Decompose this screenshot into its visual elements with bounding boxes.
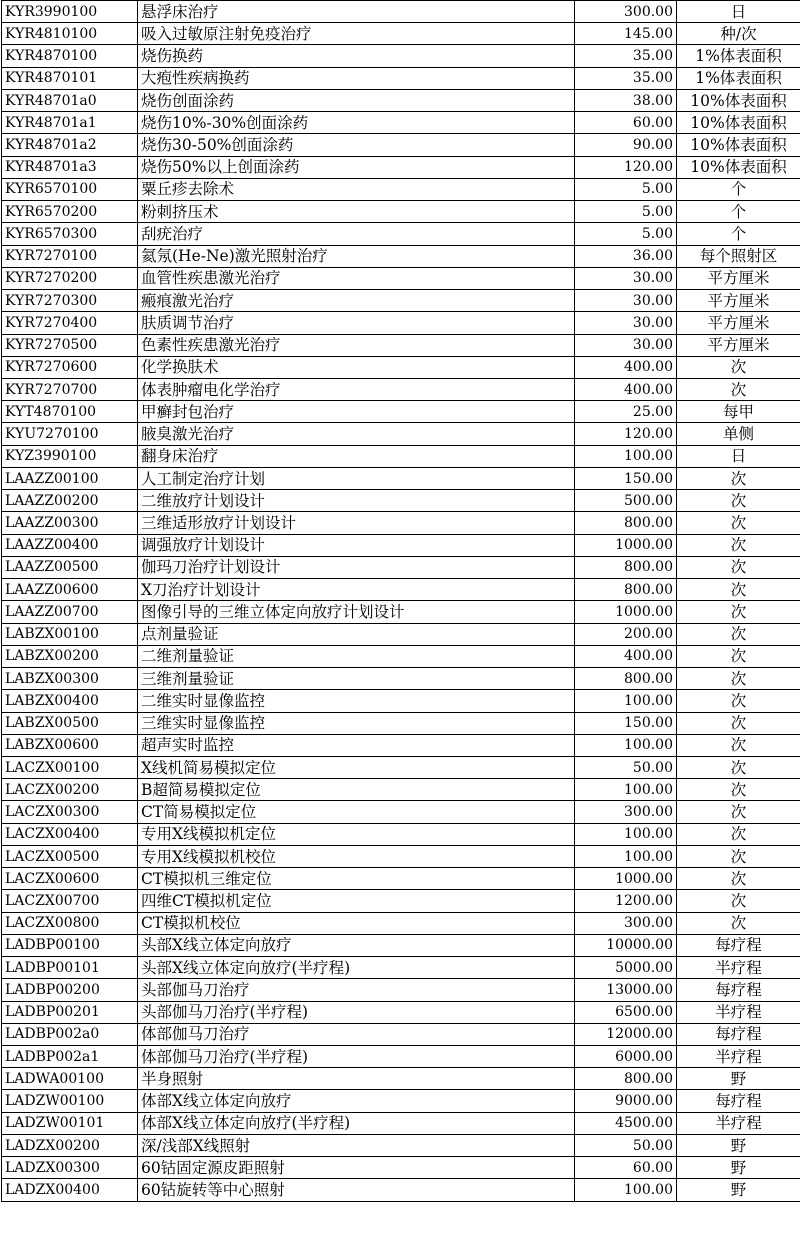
table-row <box>2 1179 800 1201</box>
table-row <box>2 490 800 512</box>
item-unit-cell: 10%体表面积 <box>677 134 800 156</box>
table-row <box>2 1001 800 1023</box>
table-row <box>2 979 800 1001</box>
item-unit-cell: 每疗程 <box>677 979 800 1001</box>
table-row <box>2 801 800 823</box>
item-unit-cell: 平方厘米 <box>677 312 800 334</box>
item-unit-cell: 每疗程 <box>677 934 800 956</box>
item-code-cell: LADZW00100 <box>2 1090 138 1112</box>
item-code-cell: LADZX00300 <box>2 1157 138 1179</box>
table-row <box>2 178 800 200</box>
item-name-cell: 烧伤50%以上创面涂药 <box>138 156 575 178</box>
item-price-cell: 90.00 <box>575 134 677 156</box>
item-code-cell: LAAZZ00600 <box>2 579 138 601</box>
item-name-cell: 人工制定治疗计划 <box>138 467 575 489</box>
item-code-cell: LAAZZ00100 <box>2 467 138 489</box>
item-code-cell: KYR6570100 <box>2 178 138 200</box>
item-code-cell: LADBP00200 <box>2 979 138 1001</box>
item-code-cell: KYR7270600 <box>2 356 138 378</box>
item-name-cell: 深/浅部X线照射 <box>138 1134 575 1156</box>
table-row <box>2 1090 800 1112</box>
item-price-cell: 25.00 <box>575 401 677 423</box>
item-code-cell: KYR6570300 <box>2 223 138 245</box>
table-row <box>2 290 800 312</box>
item-price-cell: 5.00 <box>575 178 677 200</box>
item-price-cell: 50.00 <box>575 756 677 778</box>
item-unit-cell: 每甲 <box>677 401 800 423</box>
item-code-cell: LADZX00400 <box>2 1179 138 1201</box>
item-code-cell: LACZX00500 <box>2 845 138 867</box>
item-price-cell: 150.00 <box>575 712 677 734</box>
item-price-cell: 100.00 <box>575 1179 677 1201</box>
item-code-cell: KYR7270500 <box>2 334 138 356</box>
item-code-cell: KYR7270100 <box>2 245 138 267</box>
item-name-cell: 血管性疾患激光治疗 <box>138 267 575 289</box>
item-price-cell: 400.00 <box>575 645 677 667</box>
item-name-cell: 刮疣治疗 <box>138 223 575 245</box>
item-name-cell: CT模拟机三维定位 <box>138 868 575 890</box>
item-name-cell: 伽玛刀治疗计划设计 <box>138 556 575 578</box>
item-name-cell: 氦氖(He-Ne)激光照射治疗 <box>138 245 575 267</box>
item-name-cell: 翻身床治疗 <box>138 445 575 467</box>
item-unit-cell: 平方厘米 <box>677 267 800 289</box>
table-row <box>2 23 800 45</box>
item-code-cell: KYU7270100 <box>2 423 138 445</box>
table-row <box>2 845 800 867</box>
table-row <box>2 423 800 445</box>
item-unit-cell: 种/次 <box>677 23 800 45</box>
table-row <box>2 356 800 378</box>
table-body <box>2 1 800 1202</box>
item-price-cell: 300.00 <box>575 801 677 823</box>
item-unit-cell: 次 <box>677 356 800 378</box>
item-price-cell: 5.00 <box>575 223 677 245</box>
item-price-cell: 30.00 <box>575 312 677 334</box>
item-unit-cell: 次 <box>677 623 800 645</box>
item-name-cell: 专用X线模拟机校位 <box>138 845 575 867</box>
table-row <box>2 201 800 223</box>
item-name-cell: 腋臭激光治疗 <box>138 423 575 445</box>
table-row <box>2 112 800 134</box>
item-name-cell: 粟丘疹去除术 <box>138 178 575 200</box>
item-price-cell: 100.00 <box>575 779 677 801</box>
table-row <box>2 534 800 556</box>
item-name-cell: 体部X线立体定向放疗(半疗程) <box>138 1112 575 1134</box>
item-price-cell: 800.00 <box>575 1068 677 1090</box>
item-price-cell: 30.00 <box>575 290 677 312</box>
item-name-cell: 烧伤创面涂药 <box>138 89 575 111</box>
table-row <box>2 912 800 934</box>
item-price-cell: 38.00 <box>575 89 677 111</box>
item-name-cell: 烧伤换药 <box>138 45 575 67</box>
item-code-cell: LADBP002a0 <box>2 1023 138 1045</box>
item-unit-cell: 每个照射区 <box>677 245 800 267</box>
table-row <box>2 401 800 423</box>
table-row <box>2 1 800 23</box>
table-row <box>2 223 800 245</box>
item-unit-cell: 次 <box>677 823 800 845</box>
item-name-cell: 体表肿瘤电化学治疗 <box>138 378 575 400</box>
item-unit-cell: 次 <box>677 601 800 623</box>
table-row <box>2 445 800 467</box>
item-code-cell: LABZX00600 <box>2 734 138 756</box>
item-unit-cell: 平方厘米 <box>677 334 800 356</box>
item-unit-cell: 野 <box>677 1068 800 1090</box>
item-price-cell: 5000.00 <box>575 957 677 979</box>
item-price-cell: 1000.00 <box>575 601 677 623</box>
table-row <box>2 645 800 667</box>
item-code-cell: LAAZZ00300 <box>2 512 138 534</box>
item-price-cell: 300.00 <box>575 1 677 23</box>
table-row <box>2 579 800 601</box>
item-name-cell: CT简易模拟定位 <box>138 801 575 823</box>
item-price-cell: 60.00 <box>575 1157 677 1179</box>
table-row <box>2 1046 800 1068</box>
table-row <box>2 467 800 489</box>
item-price-cell: 150.00 <box>575 467 677 489</box>
item-price-cell: 1000.00 <box>575 534 677 556</box>
item-unit-cell: 次 <box>677 490 800 512</box>
item-price-cell: 800.00 <box>575 556 677 578</box>
table-row <box>2 156 800 178</box>
item-unit-cell: 次 <box>677 645 800 667</box>
item-code-cell: LACZX00400 <box>2 823 138 845</box>
item-code-cell: LADBP00201 <box>2 1001 138 1023</box>
table-row <box>2 512 800 534</box>
price-table <box>1 0 800 1202</box>
item-code-cell: LABZX00400 <box>2 690 138 712</box>
item-price-cell: 500.00 <box>575 490 677 512</box>
table-row <box>2 734 800 756</box>
item-unit-cell: 次 <box>677 868 800 890</box>
item-name-cell: 瘢痕激光治疗 <box>138 290 575 312</box>
item-price-cell: 800.00 <box>575 668 677 690</box>
item-code-cell: LADZX00200 <box>2 1134 138 1156</box>
table-row <box>2 1068 800 1090</box>
item-code-cell: LADBP002a1 <box>2 1046 138 1068</box>
table-row <box>2 1023 800 1045</box>
item-code-cell: KYR3990100 <box>2 1 138 23</box>
item-price-cell: 100.00 <box>575 845 677 867</box>
item-name-cell: 头部伽马刀治疗(半疗程) <box>138 1001 575 1023</box>
table-row <box>2 89 800 111</box>
item-name-cell: 调强放疗计划设计 <box>138 534 575 556</box>
item-price-cell: 1000.00 <box>575 868 677 890</box>
table-row <box>2 601 800 623</box>
item-name-cell: 二维放疗计划设计 <box>138 490 575 512</box>
item-unit-cell: 次 <box>677 779 800 801</box>
item-name-cell: 三维实时显像监控 <box>138 712 575 734</box>
item-code-cell: LABZX00300 <box>2 668 138 690</box>
item-name-cell: 头部X线立体定向放疗(半疗程) <box>138 957 575 979</box>
item-code-cell: LAAZZ00700 <box>2 601 138 623</box>
item-code-cell: LADBP00101 <box>2 957 138 979</box>
item-unit-cell: 每疗程 <box>677 1090 800 1112</box>
table-row <box>2 957 800 979</box>
item-unit-cell: 个 <box>677 223 800 245</box>
item-price-cell: 10000.00 <box>575 934 677 956</box>
item-unit-cell: 次 <box>677 378 800 400</box>
table-row <box>2 556 800 578</box>
table-row <box>2 334 800 356</box>
item-unit-cell: 日 <box>677 1 800 23</box>
item-name-cell: 头部伽马刀治疗 <box>138 979 575 1001</box>
item-name-cell: CT模拟机校位 <box>138 912 575 934</box>
item-unit-cell: 次 <box>677 845 800 867</box>
item-price-cell: 6000.00 <box>575 1046 677 1068</box>
item-name-cell: 悬浮床治疗 <box>138 1 575 23</box>
item-code-cell: KYR7270300 <box>2 290 138 312</box>
item-name-cell: 超声实时监控 <box>138 734 575 756</box>
item-unit-cell: 半疗程 <box>677 1001 800 1023</box>
item-unit-cell: 半疗程 <box>677 1046 800 1068</box>
item-price-cell: 300.00 <box>575 912 677 934</box>
item-code-cell: LADBP00100 <box>2 934 138 956</box>
table-row <box>2 1134 800 1156</box>
item-name-cell: 60钴固定源皮距照射 <box>138 1157 575 1179</box>
item-name-cell: X线机简易模拟定位 <box>138 756 575 778</box>
item-price-cell: 120.00 <box>575 156 677 178</box>
item-name-cell: 三维剂量验证 <box>138 668 575 690</box>
item-code-cell: LACZX00300 <box>2 801 138 823</box>
item-code-cell: LABZX00200 <box>2 645 138 667</box>
item-name-cell: 吸入过敏原注射免疫治疗 <box>138 23 575 45</box>
item-code-cell: LAAZZ00400 <box>2 534 138 556</box>
item-name-cell: 三维适形放疗计划设计 <box>138 512 575 534</box>
item-code-cell: LABZX00500 <box>2 712 138 734</box>
item-price-cell: 60.00 <box>575 112 677 134</box>
table-row <box>2 934 800 956</box>
item-name-cell: 体部伽马刀治疗(半疗程) <box>138 1046 575 1068</box>
item-unit-cell: 单侧 <box>677 423 800 445</box>
item-price-cell: 13000.00 <box>575 979 677 1001</box>
item-code-cell: KYR48701a2 <box>2 134 138 156</box>
item-unit-cell: 野 <box>677 1157 800 1179</box>
table-row <box>2 45 800 67</box>
item-code-cell: KYR4810100 <box>2 23 138 45</box>
item-unit-cell: 次 <box>677 512 800 534</box>
item-price-cell: 145.00 <box>575 23 677 45</box>
item-code-cell: LACZX00200 <box>2 779 138 801</box>
table-row <box>2 712 800 734</box>
table-row <box>2 134 800 156</box>
item-price-cell: 100.00 <box>575 445 677 467</box>
item-name-cell: 烧伤10%-30%创面涂药 <box>138 112 575 134</box>
item-price-cell: 9000.00 <box>575 1090 677 1112</box>
item-unit-cell: 日 <box>677 445 800 467</box>
item-unit-cell: 次 <box>677 690 800 712</box>
item-name-cell: 二维实时显像监控 <box>138 690 575 712</box>
item-name-cell: 60钴旋转等中心照射 <box>138 1179 575 1201</box>
table-row <box>2 756 800 778</box>
table-row <box>2 868 800 890</box>
item-unit-cell: 1%体表面积 <box>677 67 800 89</box>
item-unit-cell: 野 <box>677 1179 800 1201</box>
item-price-cell: 200.00 <box>575 623 677 645</box>
item-code-cell: LACZX00100 <box>2 756 138 778</box>
item-price-cell: 35.00 <box>575 67 677 89</box>
item-code-cell: LAAZZ00500 <box>2 556 138 578</box>
item-price-cell: 30.00 <box>575 267 677 289</box>
item-name-cell: 化学换肤术 <box>138 356 575 378</box>
item-price-cell: 12000.00 <box>575 1023 677 1045</box>
item-unit-cell: 次 <box>677 556 800 578</box>
item-price-cell: 100.00 <box>575 823 677 845</box>
item-price-cell: 100.00 <box>575 690 677 712</box>
item-price-cell: 800.00 <box>575 579 677 601</box>
item-code-cell: KYZ3990100 <box>2 445 138 467</box>
item-code-cell: KYR4870100 <box>2 45 138 67</box>
item-code-cell: KYR7270400 <box>2 312 138 334</box>
item-name-cell: 专用X线模拟机定位 <box>138 823 575 845</box>
item-unit-cell: 半疗程 <box>677 1112 800 1134</box>
item-code-cell: KYR48701a0 <box>2 89 138 111</box>
table-row <box>2 1112 800 1134</box>
item-code-cell: LADWA00100 <box>2 1068 138 1090</box>
item-code-cell: LADZW00101 <box>2 1112 138 1134</box>
item-name-cell: 点剂量验证 <box>138 623 575 645</box>
table-row <box>2 779 800 801</box>
item-unit-cell: 每疗程 <box>677 1023 800 1045</box>
table-row <box>2 890 800 912</box>
item-unit-cell: 次 <box>677 467 800 489</box>
item-unit-cell: 次 <box>677 756 800 778</box>
item-price-cell: 35.00 <box>575 45 677 67</box>
table-row <box>2 1157 800 1179</box>
item-name-cell: 体部伽马刀治疗 <box>138 1023 575 1045</box>
item-name-cell: 半身照射 <box>138 1068 575 1090</box>
item-code-cell: KYR7270700 <box>2 378 138 400</box>
table-row <box>2 245 800 267</box>
item-price-cell: 50.00 <box>575 1134 677 1156</box>
item-unit-cell: 半疗程 <box>677 957 800 979</box>
item-code-cell: KYR7270200 <box>2 267 138 289</box>
table-row <box>2 312 800 334</box>
item-price-cell: 100.00 <box>575 734 677 756</box>
item-unit-cell: 次 <box>677 801 800 823</box>
table-row <box>2 690 800 712</box>
item-unit-cell: 次 <box>677 912 800 934</box>
item-unit-cell: 个 <box>677 178 800 200</box>
item-name-cell: 体部X线立体定向放疗 <box>138 1090 575 1112</box>
item-price-cell: 4500.00 <box>575 1112 677 1134</box>
item-unit-cell: 10%体表面积 <box>677 89 800 111</box>
item-unit-cell: 次 <box>677 734 800 756</box>
item-code-cell: LAAZZ00200 <box>2 490 138 512</box>
item-price-cell: 36.00 <box>575 245 677 267</box>
item-price-cell: 1200.00 <box>575 890 677 912</box>
item-name-cell: 大疱性疾病换药 <box>138 67 575 89</box>
item-price-cell: 5.00 <box>575 201 677 223</box>
item-code-cell: LACZX00800 <box>2 912 138 934</box>
table-row <box>2 823 800 845</box>
item-code-cell: LABZX00100 <box>2 623 138 645</box>
table-row <box>2 623 800 645</box>
table-row <box>2 668 800 690</box>
item-name-cell: 图像引导的三维立体定向放疗计划设计 <box>138 601 575 623</box>
item-unit-cell: 平方厘米 <box>677 290 800 312</box>
item-price-cell: 30.00 <box>575 334 677 356</box>
item-code-cell: KYR6570200 <box>2 201 138 223</box>
item-unit-cell: 次 <box>677 534 800 556</box>
item-code-cell: LACZX00700 <box>2 890 138 912</box>
item-code-cell: KYR48701a1 <box>2 112 138 134</box>
item-unit-cell: 10%体表面积 <box>677 156 800 178</box>
item-code-cell: KYR4870101 <box>2 67 138 89</box>
item-name-cell: 二维剂量验证 <box>138 645 575 667</box>
item-unit-cell: 次 <box>677 712 800 734</box>
item-unit-cell: 次 <box>677 668 800 690</box>
item-name-cell: 肤质调节治疗 <box>138 312 575 334</box>
item-unit-cell: 次 <box>677 579 800 601</box>
item-unit-cell: 10%体表面积 <box>677 112 800 134</box>
table-row <box>2 267 800 289</box>
item-name-cell: 烧伤30-50%创面涂药 <box>138 134 575 156</box>
item-price-cell: 400.00 <box>575 378 677 400</box>
item-price-cell: 400.00 <box>575 356 677 378</box>
item-name-cell: 头部X线立体定向放疗 <box>138 934 575 956</box>
item-code-cell: LACZX00600 <box>2 868 138 890</box>
item-name-cell: X刀治疗计划设计 <box>138 579 575 601</box>
table-row <box>2 378 800 400</box>
table-row <box>2 67 800 89</box>
item-name-cell: 甲癣封包治疗 <box>138 401 575 423</box>
item-price-cell: 800.00 <box>575 512 677 534</box>
item-unit-cell: 次 <box>677 890 800 912</box>
item-price-cell: 6500.00 <box>575 1001 677 1023</box>
item-code-cell: KYR48701a3 <box>2 156 138 178</box>
item-name-cell: 粉刺挤压术 <box>138 201 575 223</box>
item-unit-cell: 1%体表面积 <box>677 45 800 67</box>
item-name-cell: 四维CT模拟机定位 <box>138 890 575 912</box>
item-unit-cell: 个 <box>677 201 800 223</box>
item-unit-cell: 野 <box>677 1134 800 1156</box>
item-name-cell: B超简易模拟定位 <box>138 779 575 801</box>
item-price-cell: 120.00 <box>575 423 677 445</box>
item-name-cell: 色素性疾患激光治疗 <box>138 334 575 356</box>
item-code-cell: KYT4870100 <box>2 401 138 423</box>
